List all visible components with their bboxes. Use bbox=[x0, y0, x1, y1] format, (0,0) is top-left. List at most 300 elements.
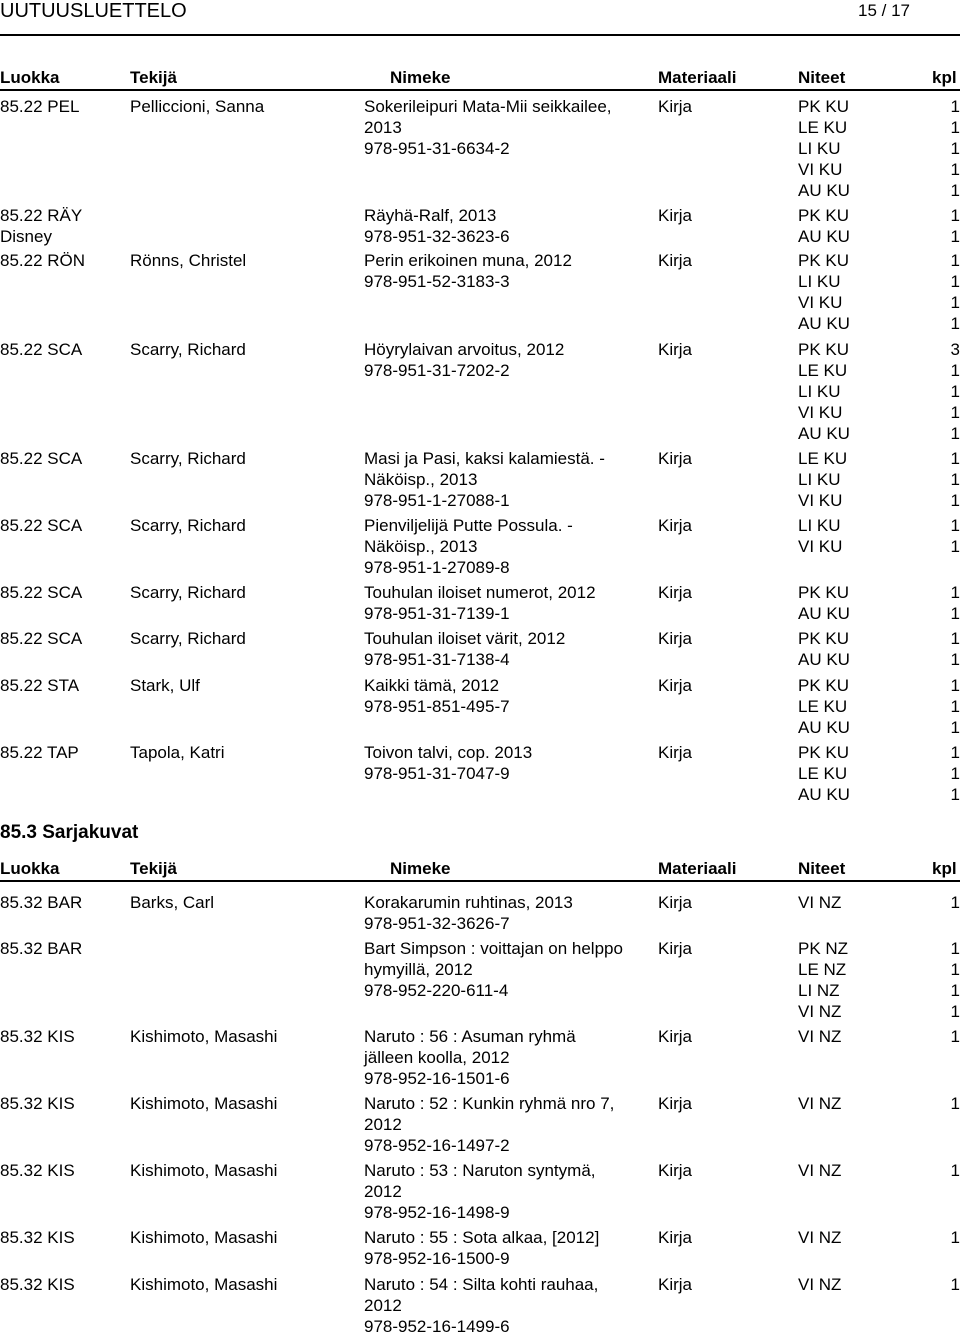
copy-row bbox=[798, 1093, 960, 1114]
classification-cell bbox=[0, 1093, 75, 1114]
material-cell bbox=[658, 1093, 692, 1114]
copy-row bbox=[798, 717, 960, 738]
material-type: Kirja bbox=[658, 629, 693, 648]
classification-line: 85.22 RÄY bbox=[0, 206, 83, 225]
title-line: Näköisp., 2013 bbox=[364, 470, 478, 489]
author-cell bbox=[130, 1274, 277, 1295]
author-name: Rönns, Christel bbox=[130, 251, 247, 270]
material-cell bbox=[658, 1026, 692, 1047]
copy-location: LE NZ bbox=[798, 960, 847, 979]
material-type: Kirja bbox=[658, 97, 693, 116]
copy-row bbox=[798, 649, 960, 670]
material-type: Kirja bbox=[658, 1161, 693, 1180]
title-cell bbox=[364, 1093, 654, 1156]
copy-row bbox=[798, 763, 960, 784]
copies-cell bbox=[798, 892, 960, 913]
column-header-luokka: Luokka bbox=[0, 68, 60, 87]
copy-row bbox=[798, 271, 960, 292]
copies-cell bbox=[798, 1026, 960, 1047]
copy-location: VI NZ bbox=[798, 1027, 842, 1046]
title-line: 978-951-32-3626-7 bbox=[364, 914, 510, 933]
copy-row bbox=[798, 628, 960, 649]
copy-location: AU KU bbox=[798, 604, 850, 623]
material-type: Kirja bbox=[658, 251, 693, 270]
copy-location: LI KU bbox=[798, 516, 841, 535]
classification-line: Disney bbox=[0, 227, 52, 246]
column-header-kpl: kpl bbox=[932, 68, 957, 87]
copy-row bbox=[798, 205, 960, 226]
title-cell bbox=[364, 1274, 654, 1337]
title-line: Masi ja Pasi, kaksi kalamiestä. - bbox=[364, 449, 605, 468]
material-cell bbox=[658, 448, 692, 469]
material-cell bbox=[658, 742, 692, 763]
material-type: Kirja bbox=[658, 516, 693, 535]
copy-row bbox=[798, 448, 960, 469]
classification-line: 85.32 KIS bbox=[0, 1027, 75, 1046]
copy-row bbox=[798, 696, 960, 717]
author-cell bbox=[130, 339, 246, 360]
material-type: Kirja bbox=[658, 893, 693, 912]
classification-cell bbox=[0, 938, 82, 959]
classification-cell bbox=[0, 1274, 75, 1295]
material-type: Kirja bbox=[658, 1027, 693, 1046]
copy-count: 1 bbox=[950, 764, 960, 783]
column-header-tekija: Tekijä bbox=[130, 68, 177, 87]
copy-row bbox=[798, 226, 960, 247]
classification-cell bbox=[0, 892, 82, 913]
copy-location: PK NZ bbox=[798, 939, 849, 958]
classification-cell bbox=[0, 1227, 75, 1248]
copy-row bbox=[798, 1227, 960, 1248]
copy-row bbox=[798, 96, 960, 117]
copy-location: AU KU bbox=[798, 181, 850, 200]
material-cell bbox=[658, 205, 692, 226]
copies-cell bbox=[798, 1227, 960, 1248]
classification-line: 85.32 KIS bbox=[0, 1275, 75, 1294]
title-cell bbox=[364, 448, 654, 511]
copy-count: 1 bbox=[950, 181, 960, 200]
author-cell bbox=[130, 1227, 277, 1248]
title-cell bbox=[364, 1026, 654, 1089]
copy-count: 1 bbox=[950, 676, 960, 695]
title-line: Pienviljelijä Putte Possula. - bbox=[364, 516, 573, 535]
column-header-divider bbox=[0, 89, 960, 91]
copy-location: AU KU bbox=[798, 314, 850, 333]
title-cell bbox=[364, 339, 654, 381]
material-type: Kirja bbox=[658, 1094, 693, 1113]
copy-row bbox=[798, 313, 960, 334]
author-cell bbox=[130, 1026, 277, 1047]
column-header-nimeke: Nimeke bbox=[390, 859, 451, 878]
classification-line: 85.32 BAR bbox=[0, 893, 83, 912]
column-header-materiaali: Materiaali bbox=[658, 859, 737, 878]
copy-row bbox=[798, 938, 960, 959]
title-line: 978-951-1-27088-1 bbox=[364, 491, 510, 510]
copy-location: AU KU bbox=[798, 650, 850, 669]
title-line: Korakarumin ruhtinas, 2013 bbox=[364, 893, 573, 912]
copy-count: 1 bbox=[950, 118, 960, 137]
title-cell bbox=[364, 1160, 654, 1223]
title-line: Toivon talvi, cop. 2013 bbox=[364, 743, 533, 762]
copy-row bbox=[798, 1274, 960, 1295]
copy-location: LE KU bbox=[798, 764, 848, 783]
copy-location: AU KU bbox=[798, 424, 850, 443]
author-cell bbox=[130, 1160, 277, 1181]
title-line: Räyhä-Ralf, 2013 bbox=[364, 206, 497, 225]
copy-count: 1 bbox=[950, 139, 960, 158]
copy-count: 1 bbox=[950, 160, 960, 179]
classification-line: 85.32 KIS bbox=[0, 1094, 75, 1113]
copies-cell bbox=[798, 448, 960, 511]
copy-row bbox=[798, 675, 960, 696]
copy-location: LI KU bbox=[798, 272, 841, 291]
classification-line: 85.22 TAP bbox=[0, 743, 79, 762]
material-cell bbox=[658, 1227, 692, 1248]
copy-location: VI NZ bbox=[798, 1094, 842, 1113]
column-header-materiaali: Materiaali bbox=[658, 68, 737, 87]
copy-row bbox=[798, 892, 960, 913]
copies-cell bbox=[798, 675, 960, 738]
classification-cell bbox=[0, 448, 82, 469]
title-line: Touhulan iloiset värit, 2012 bbox=[364, 629, 566, 648]
author-name: Pelliccioni, Sanna bbox=[130, 97, 265, 116]
material-type: Kirja bbox=[658, 449, 693, 468]
copy-location: VI KU bbox=[798, 293, 843, 312]
title-line: Touhulan iloiset numerot, 2012 bbox=[364, 583, 596, 602]
copy-count: 1 bbox=[950, 1027, 960, 1046]
title-line: Naruto : 53 : Naruton syntymä, bbox=[364, 1161, 596, 1180]
title-line: 978-951-31-7047-9 bbox=[364, 764, 510, 783]
copies-cell bbox=[798, 582, 960, 624]
author-cell bbox=[130, 1093, 277, 1114]
copy-location: AU KU bbox=[798, 718, 850, 737]
copy-count: 1 bbox=[950, 491, 960, 510]
copy-count: 1 bbox=[950, 251, 960, 270]
copy-count: 1 bbox=[950, 1094, 960, 1113]
copy-row bbox=[798, 1160, 960, 1181]
column-header-divider bbox=[0, 880, 960, 882]
classification-line: 85.22 SCA bbox=[0, 629, 83, 648]
copy-row bbox=[798, 536, 960, 557]
title-line: 978-951-31-7139-1 bbox=[364, 604, 510, 623]
author-name: Stark, Ulf bbox=[130, 676, 200, 695]
copy-count: 1 bbox=[950, 960, 960, 979]
page-number: 15 / 17 bbox=[858, 1, 910, 20]
author-name: Scarry, Richard bbox=[130, 583, 246, 602]
copy-location: VI KU bbox=[798, 491, 843, 510]
copies-cell bbox=[798, 1160, 960, 1181]
title-cell bbox=[364, 628, 654, 670]
copy-count: 1 bbox=[950, 382, 960, 401]
author-cell bbox=[130, 448, 246, 469]
copy-row bbox=[798, 117, 960, 138]
copy-count: 1 bbox=[950, 403, 960, 422]
classification-cell bbox=[0, 250, 85, 271]
title-cell bbox=[364, 582, 654, 624]
author-name: Barks, Carl bbox=[130, 893, 215, 912]
material-type: Kirja bbox=[658, 743, 693, 762]
copy-row bbox=[798, 292, 960, 313]
copy-count: 3 bbox=[950, 340, 960, 359]
copy-count: 1 bbox=[950, 629, 960, 648]
copy-row bbox=[798, 250, 960, 271]
classification-line: 85.22 STA bbox=[0, 676, 80, 695]
title-line: Naruto : 52 : Kunkin ryhmä nro 7, bbox=[364, 1094, 615, 1113]
material-cell bbox=[658, 582, 692, 603]
copy-location: LI NZ bbox=[798, 981, 840, 1000]
copies-cell bbox=[798, 628, 960, 670]
classification-line: 85.32 KIS bbox=[0, 1228, 75, 1247]
copy-count: 1 bbox=[950, 893, 960, 912]
copy-location: PK KU bbox=[798, 97, 850, 116]
copies-cell bbox=[798, 96, 960, 201]
copy-count: 1 bbox=[950, 1228, 960, 1247]
copy-row bbox=[798, 1001, 960, 1022]
copy-location: LE KU bbox=[798, 697, 848, 716]
copy-count: 1 bbox=[950, 516, 960, 535]
copy-row bbox=[798, 180, 960, 201]
column-header-row bbox=[0, 67, 960, 88]
copy-location: VI KU bbox=[798, 160, 843, 179]
copy-count: 1 bbox=[950, 939, 960, 958]
title-line: 978-951-1-27089-8 bbox=[364, 558, 510, 577]
title-line: 978-951-31-7202-2 bbox=[364, 361, 510, 380]
title-line: 978-951-52-3183-3 bbox=[364, 272, 510, 291]
copy-row bbox=[798, 138, 960, 159]
title-line: Naruto : 54 : Silta kohti rauhaa, bbox=[364, 1275, 599, 1294]
author-cell bbox=[130, 628, 246, 649]
copy-location: PK KU bbox=[798, 743, 850, 762]
classification-cell bbox=[0, 628, 82, 649]
copy-location: LE KU bbox=[798, 449, 848, 468]
classification-cell bbox=[0, 96, 79, 117]
column-header-nimeke: Nimeke bbox=[390, 68, 451, 87]
author-cell bbox=[130, 515, 246, 536]
copy-count: 1 bbox=[950, 227, 960, 246]
title-line: Näköisp., 2013 bbox=[364, 537, 478, 556]
copy-row bbox=[798, 159, 960, 180]
copy-location: LI KU bbox=[798, 470, 841, 489]
copy-row bbox=[798, 959, 960, 980]
author-cell bbox=[130, 675, 200, 696]
copy-row bbox=[798, 582, 960, 603]
copy-row bbox=[798, 515, 960, 536]
material-type: Kirja bbox=[658, 583, 693, 602]
title-line: jälleen koolla, 2012 bbox=[364, 1048, 510, 1067]
material-cell bbox=[658, 628, 692, 649]
title-cell bbox=[364, 675, 654, 717]
classification-cell bbox=[0, 205, 82, 247]
title-line: hymyillä, 2012 bbox=[364, 960, 473, 979]
author-name: Scarry, Richard bbox=[130, 449, 246, 468]
material-cell bbox=[658, 675, 692, 696]
classification-line: 85.32 BAR bbox=[0, 939, 83, 958]
author-name: Scarry, Richard bbox=[130, 340, 246, 359]
material-cell bbox=[658, 250, 692, 271]
title-cell bbox=[364, 1227, 654, 1269]
classification-cell bbox=[0, 515, 82, 536]
copy-count: 1 bbox=[950, 293, 960, 312]
copy-count: 1 bbox=[950, 981, 960, 1000]
column-header-niteet: Niteet bbox=[798, 68, 846, 87]
title-line: 978-952-16-1497-2 bbox=[364, 1136, 510, 1155]
copy-location: VI NZ bbox=[798, 1002, 842, 1021]
copies-cell bbox=[798, 205, 960, 247]
title-line: Sokerileipuri Mata-Mii seikkailee, bbox=[364, 97, 612, 116]
author-cell bbox=[130, 96, 264, 117]
section-title: 85.3 Sarjakuvat bbox=[0, 822, 139, 843]
classification-line: 85.22 SCA bbox=[0, 340, 83, 359]
copy-location: VI NZ bbox=[798, 1161, 842, 1180]
classification-line: 85.22 PEL bbox=[0, 97, 80, 116]
copy-count: 1 bbox=[950, 604, 960, 623]
classification-cell bbox=[0, 339, 82, 360]
title-line: 978-951-851-495-7 bbox=[364, 697, 510, 716]
copy-location: VI NZ bbox=[798, 1275, 842, 1294]
copy-count: 1 bbox=[950, 785, 960, 804]
title-line: 978-952-16-1499-6 bbox=[364, 1317, 510, 1336]
title-cell bbox=[364, 205, 654, 247]
classification-line: 85.22 SCA bbox=[0, 449, 83, 468]
title-line: 978-952-16-1500-9 bbox=[364, 1249, 510, 1268]
copy-location: PK KU bbox=[798, 340, 850, 359]
title-cell bbox=[364, 96, 654, 159]
copy-location: LI KU bbox=[798, 382, 841, 401]
author-name: Kishimoto, Masashi bbox=[130, 1275, 278, 1294]
title-line: 978-951-32-3623-6 bbox=[364, 227, 510, 246]
copy-count: 1 bbox=[950, 743, 960, 762]
column-header-niteet: Niteet bbox=[798, 859, 846, 878]
material-cell bbox=[658, 339, 692, 360]
title-cell bbox=[364, 742, 654, 784]
copy-count: 1 bbox=[950, 206, 960, 225]
column-header-tekija: Tekijä bbox=[130, 859, 177, 878]
copy-count: 1 bbox=[950, 361, 960, 380]
copy-row bbox=[798, 423, 960, 444]
title-line: 2012 bbox=[364, 1296, 402, 1315]
copy-location: LE KU bbox=[798, 361, 848, 380]
title-cell bbox=[364, 938, 654, 1001]
classification-line: 85.32 KIS bbox=[0, 1161, 75, 1180]
classification-line: 85.22 SCA bbox=[0, 516, 83, 535]
copy-count: 1 bbox=[950, 650, 960, 669]
copy-row bbox=[798, 784, 960, 805]
copy-count: 1 bbox=[950, 449, 960, 468]
title-line: 978-952-16-1501-6 bbox=[364, 1069, 510, 1088]
copies-cell bbox=[798, 938, 960, 1022]
copy-count: 1 bbox=[950, 718, 960, 737]
copies-cell bbox=[798, 250, 960, 334]
copy-count: 1 bbox=[950, 424, 960, 443]
title-divider bbox=[0, 34, 960, 36]
title-line: Naruto : 55 : Sota alkaa, [2012] bbox=[364, 1228, 600, 1247]
copy-location: PK KU bbox=[798, 583, 850, 602]
author-name: Scarry, Richard bbox=[130, 629, 246, 648]
classification-cell bbox=[0, 582, 82, 603]
copy-location: VI KU bbox=[798, 403, 843, 422]
copy-row bbox=[798, 381, 960, 402]
author-name: Kishimoto, Masashi bbox=[130, 1027, 278, 1046]
title-line: 2012 bbox=[364, 1182, 402, 1201]
author-name: Kishimoto, Masashi bbox=[130, 1228, 278, 1247]
copy-location: PK KU bbox=[798, 206, 850, 225]
copy-location: PK KU bbox=[798, 251, 850, 270]
material-type: Kirja bbox=[658, 939, 693, 958]
copies-cell bbox=[798, 339, 960, 444]
copy-row bbox=[798, 469, 960, 490]
copy-location: PK KU bbox=[798, 629, 850, 648]
classification-cell bbox=[0, 675, 79, 696]
classification-line: 85.22 RÖN bbox=[0, 251, 86, 270]
copy-row bbox=[798, 603, 960, 624]
copy-row bbox=[798, 742, 960, 763]
copy-row bbox=[798, 402, 960, 423]
title-line: 2013 bbox=[364, 118, 402, 137]
author-name: Tapola, Katri bbox=[130, 743, 225, 762]
copy-location: VI NZ bbox=[798, 1228, 842, 1247]
material-type: Kirja bbox=[658, 676, 693, 695]
classification-cell bbox=[0, 742, 79, 763]
material-cell bbox=[658, 1274, 692, 1295]
copy-location: LI KU bbox=[798, 139, 841, 158]
title-line: 2012 bbox=[364, 1115, 402, 1134]
material-cell bbox=[658, 1160, 692, 1181]
copy-location: VI KU bbox=[798, 537, 843, 556]
material-type: Kirja bbox=[658, 206, 693, 225]
copy-row bbox=[798, 490, 960, 511]
copy-location: AU KU bbox=[798, 785, 850, 804]
copy-row bbox=[798, 339, 960, 360]
copy-row bbox=[798, 980, 960, 1001]
copy-count: 1 bbox=[950, 697, 960, 716]
title-line: Bart Simpson : voittajan on helppo bbox=[364, 939, 623, 958]
author-cell bbox=[130, 250, 246, 271]
copies-cell bbox=[798, 1093, 960, 1114]
copy-count: 1 bbox=[950, 583, 960, 602]
title-line: 978-951-31-7138-4 bbox=[364, 650, 510, 669]
copy-row bbox=[798, 1026, 960, 1047]
copy-count: 1 bbox=[950, 97, 960, 116]
copy-location: PK KU bbox=[798, 676, 850, 695]
material-type: Kirja bbox=[658, 340, 693, 359]
copies-cell bbox=[798, 742, 960, 805]
copy-count: 1 bbox=[950, 314, 960, 333]
copy-row bbox=[798, 360, 960, 381]
author-cell bbox=[130, 742, 225, 763]
copy-count: 1 bbox=[950, 537, 960, 556]
copy-count: 1 bbox=[950, 1275, 960, 1294]
copy-count: 1 bbox=[950, 470, 960, 489]
author-name: Kishimoto, Masashi bbox=[130, 1161, 278, 1180]
column-header-row bbox=[0, 858, 960, 879]
author-name: Kishimoto, Masashi bbox=[130, 1094, 278, 1113]
title-line: Naruto : 56 : Asuman ryhmä bbox=[364, 1027, 576, 1046]
copy-location: VI NZ bbox=[798, 893, 842, 912]
material-cell bbox=[658, 96, 692, 117]
title-line: Höyrylaivan arvoitus, 2012 bbox=[364, 340, 565, 359]
title-cell bbox=[364, 892, 654, 934]
title-line: 978-952-220-611-4 bbox=[364, 981, 509, 1000]
material-type: Kirja bbox=[658, 1275, 693, 1294]
copy-location: LE KU bbox=[798, 118, 848, 137]
copy-count: 1 bbox=[950, 1161, 960, 1180]
title-cell bbox=[364, 515, 654, 578]
title-line: Kaikki tämä, 2012 bbox=[364, 676, 500, 695]
document-title: UUTUUSLUETTELO bbox=[0, 0, 187, 22]
column-header-luokka: Luokka bbox=[0, 859, 60, 878]
title-line: 978-952-16-1498-9 bbox=[364, 1203, 510, 1222]
classification-cell bbox=[0, 1026, 75, 1047]
